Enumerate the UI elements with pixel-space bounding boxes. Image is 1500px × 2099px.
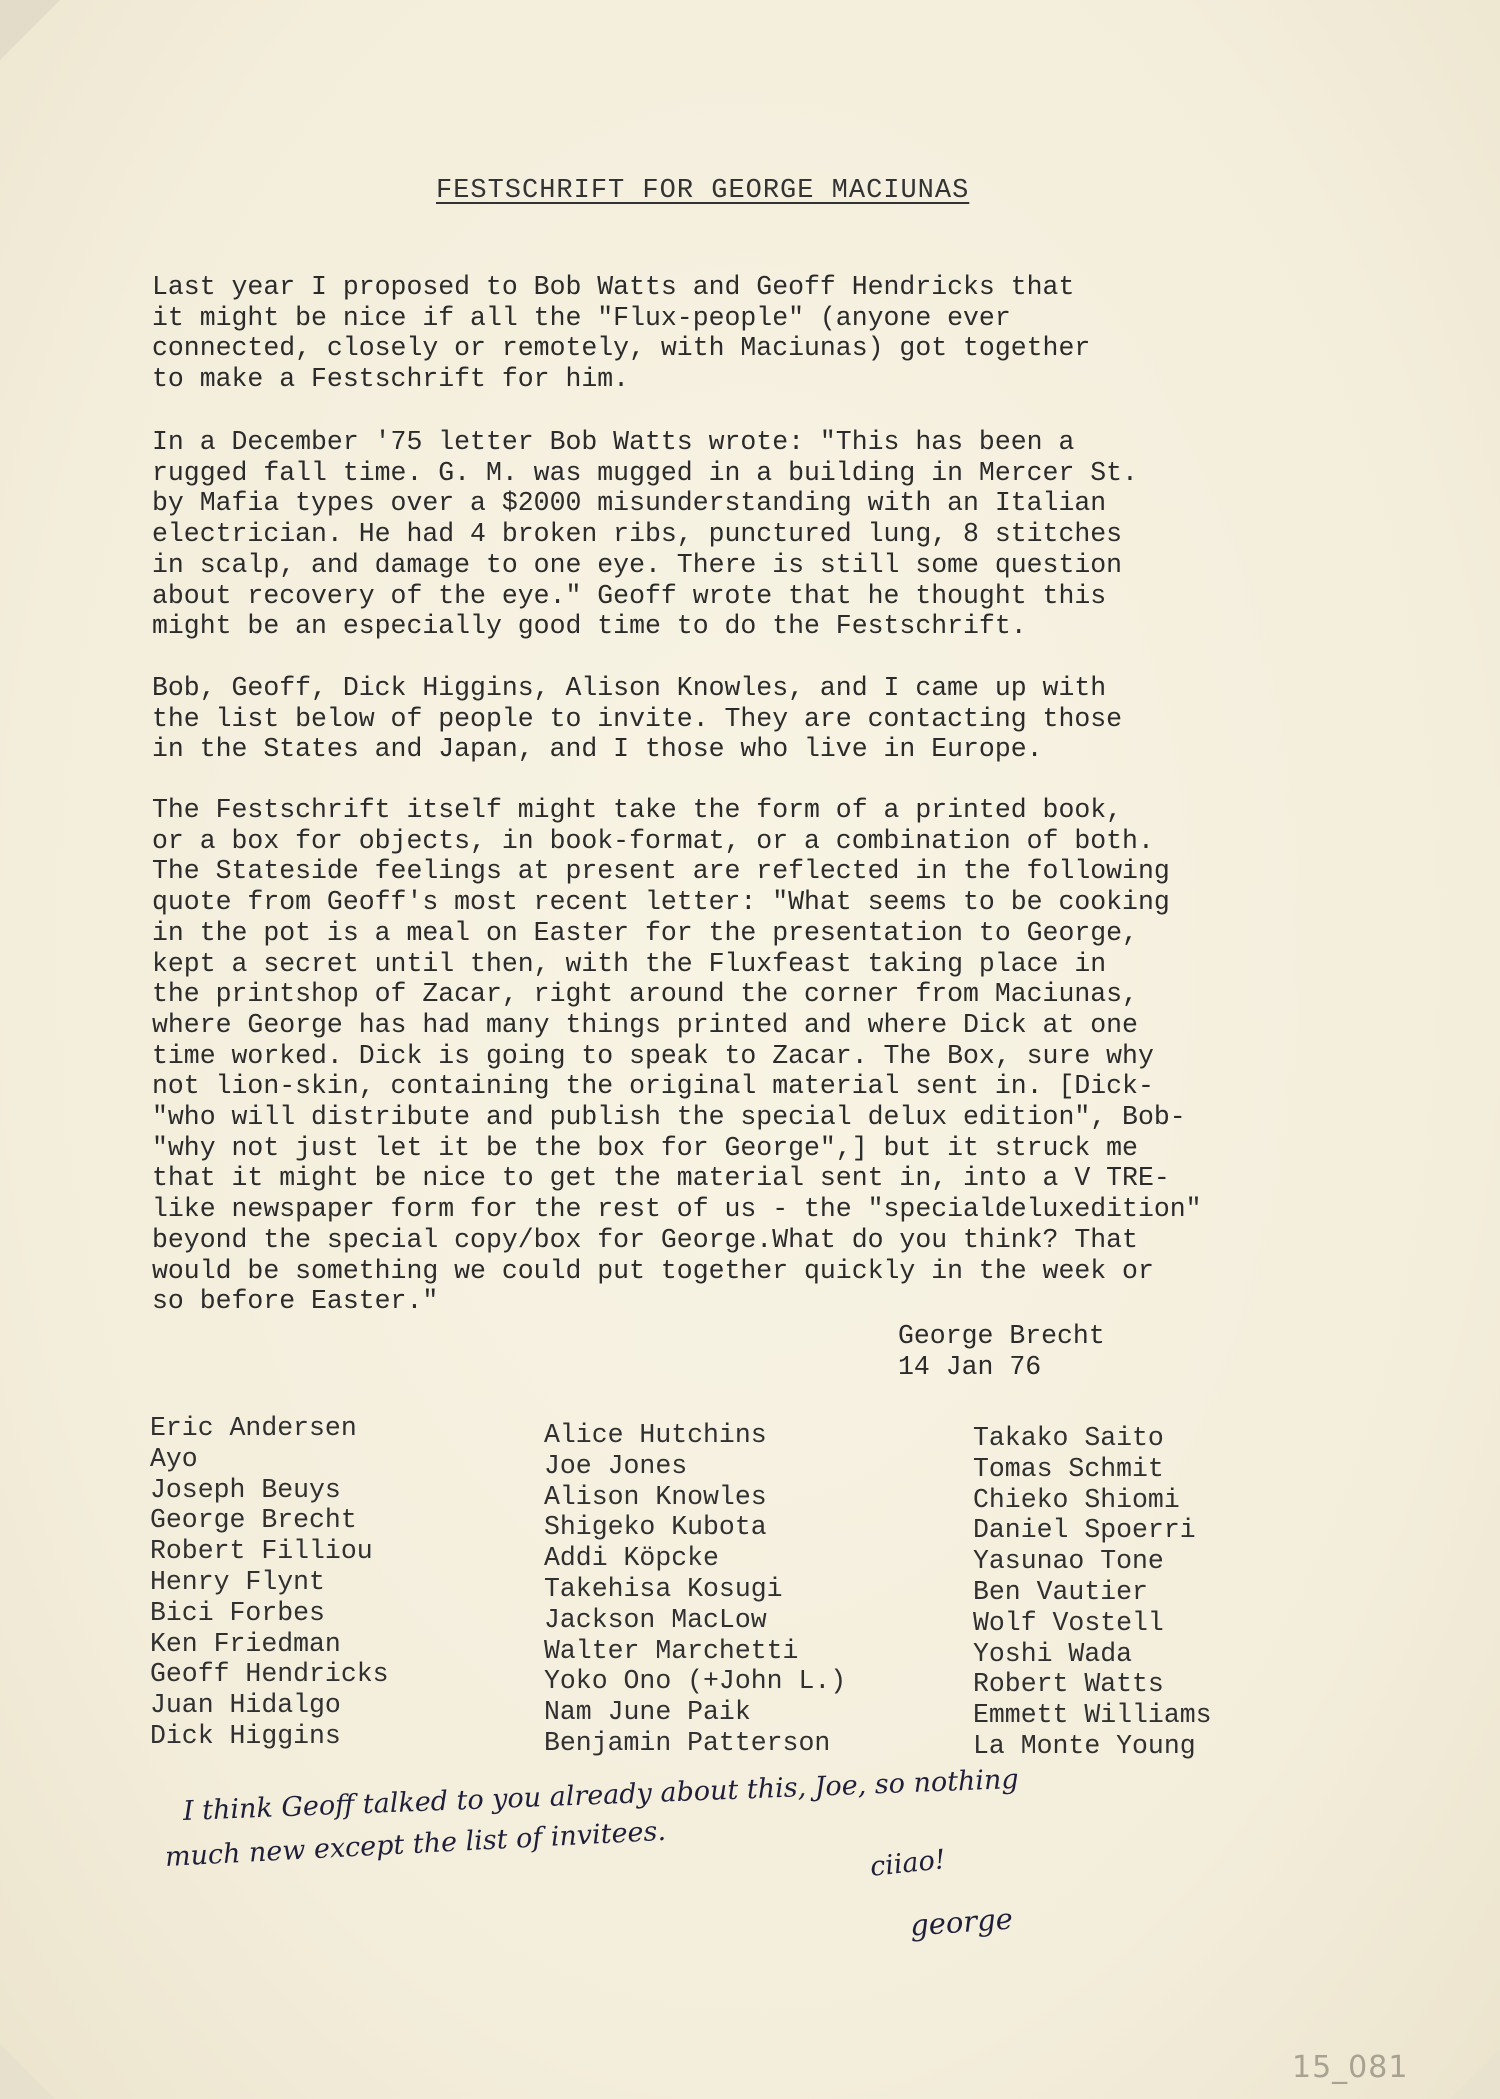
folded-corner	[1450, 2049, 1500, 2099]
invitee-name: Tomas Schmit	[973, 1453, 1164, 1484]
invitee-name: Ben Vautier	[973, 1576, 1148, 1607]
handwritten-note-line-1: I think Geoff talked to you already about this, Joe, so nothing	[182, 1763, 1020, 1827]
paragraph-watts-letter: In a December '75 letter Bob Watts wrote: "This has been a rugged fall time. G. M. was mugged in a building in Mercer St. by Mafia types over a $2000 misunderstanding with an Italian electrician. He had 4 broken ribs, punctured lung, 8 stitches in scalp, and damage to one eye. There is still some question about recovery of the eye." Geoff wrote that he thought this might be an especially good time to do the Festschrift.	[152, 427, 1138, 642]
invitee-column-3	[973, 1423, 1212, 1762]
invitee-name: Juan Hidalgo	[150, 1690, 341, 1721]
invitee-name: Yoko Ono (+John L.)	[544, 1666, 847, 1697]
invitee-name: Alice Hutchins	[544, 1420, 767, 1450]
handwritten-signature: george	[908, 1901, 1014, 1943]
invitee-name: Alison Knowles	[544, 1481, 767, 1512]
invitee-name: Eric Andersen	[150, 1413, 357, 1443]
handwritten-note-line-2: much new except the list of invitees.	[164, 1815, 667, 1873]
invitee-name: Geoff Hendricks	[150, 1659, 389, 1690]
invitee-name: Henry Flynt	[150, 1566, 325, 1597]
signature-date: 14 Jan 76	[898, 1352, 1042, 1382]
invitee-name: George Brecht	[150, 1505, 357, 1536]
document-title: FESTSCHRIFT FOR GEORGE MACIUNAS	[436, 176, 970, 206]
invitee-name: Dick Higgins	[150, 1720, 341, 1751]
invitee-name: Ayo	[150, 1443, 198, 1474]
folded-corner	[0, 2044, 55, 2099]
invitee-name: Joe Jones	[544, 1450, 688, 1481]
invitee-name: Takako Saito	[973, 1423, 1164, 1453]
invitee-name: Chieko Shiomi	[973, 1484, 1180, 1515]
invitee-column-2	[544, 1420, 846, 1759]
invitee-name: Nam June Paik	[544, 1697, 751, 1728]
invitee-name: Walter Marchetti	[544, 1635, 799, 1666]
invitee-name: Yoshi Wada	[973, 1638, 1133, 1669]
paragraph-proposal: Last year I proposed to Bob Watts and Geoff Hendricks that it might be nice if all the "Flux-people" (anyone ever connected, closely or remotely, with Maciunas) got together to make a Festschrift for him.	[152, 272, 1091, 395]
invitee-name: Emmett Williams	[973, 1700, 1212, 1731]
invitee-name: Shigeko Kubota	[544, 1512, 767, 1543]
invitee-name: Addi Köpcke	[544, 1543, 719, 1574]
handwritten-closing: ciiao!	[868, 1844, 948, 1883]
invitee-name: Daniel Spoerri	[973, 1515, 1196, 1546]
invitee-name: Jackson MacLow	[544, 1604, 767, 1635]
invitee-column-1	[150, 1413, 389, 1752]
invitee-name: Yasunao Tone	[973, 1546, 1164, 1577]
archive-number: 15_081	[1292, 2050, 1409, 2085]
paragraph-festschrift-form: The Festschrift itself might take the form of a printed book, or a box for objects, in book-format, or a combination of both. The Stateside feelings at present are reflected in the following quote from Geoff's most recent letter: "What seems to be cooking in the pot is a meal on Easter for the presentation to George, kept a secret until then, with the Fluxfeast taking place in the printshop of Zacar, right around the corner from Maciunas, where George has had many things printed and where Dick at one time worked. Dick is going to speak to Zacar. The Box, sure why not lion-skin, containing the original material sent in. [Dick- "who will distribute and publish the special delux edition", Bob- "why not just let it be the box for George",] but it struck me that it might be nice to get the material sent in, into a V TRE- like newspaper form for the rest of us - the "specialdeluxedition" beyond the special copy/box for George.What do you think? That would be something we could put together quickly in the week or so before Easter."	[152, 795, 1202, 1317]
invitee-name: Takehisa Kosugi	[544, 1573, 783, 1604]
invitee-name: La Monte Young	[973, 1730, 1196, 1761]
invitee-name: Bici Forbes	[150, 1597, 325, 1628]
invitee-name: Ken Friedman	[150, 1628, 341, 1659]
invitee-name: Robert Filliou	[150, 1536, 373, 1567]
invitee-name: Robert Watts	[973, 1669, 1164, 1700]
signature-name: George Brecht	[898, 1321, 1105, 1351]
invitee-name: Benjamin Patterson	[544, 1727, 831, 1758]
invitee-name: Wolf Vostell	[973, 1607, 1164, 1638]
folded-corner	[0, 0, 60, 60]
paragraph-invite-list: Bob, Geoff, Dick Higgins, Alison Knowles, and I came up with the list below of people to invite. They are contacting those in the States and Japan, and I those who live in Europe.	[152, 673, 1123, 765]
invitee-name: Joseph Beuys	[150, 1474, 341, 1505]
